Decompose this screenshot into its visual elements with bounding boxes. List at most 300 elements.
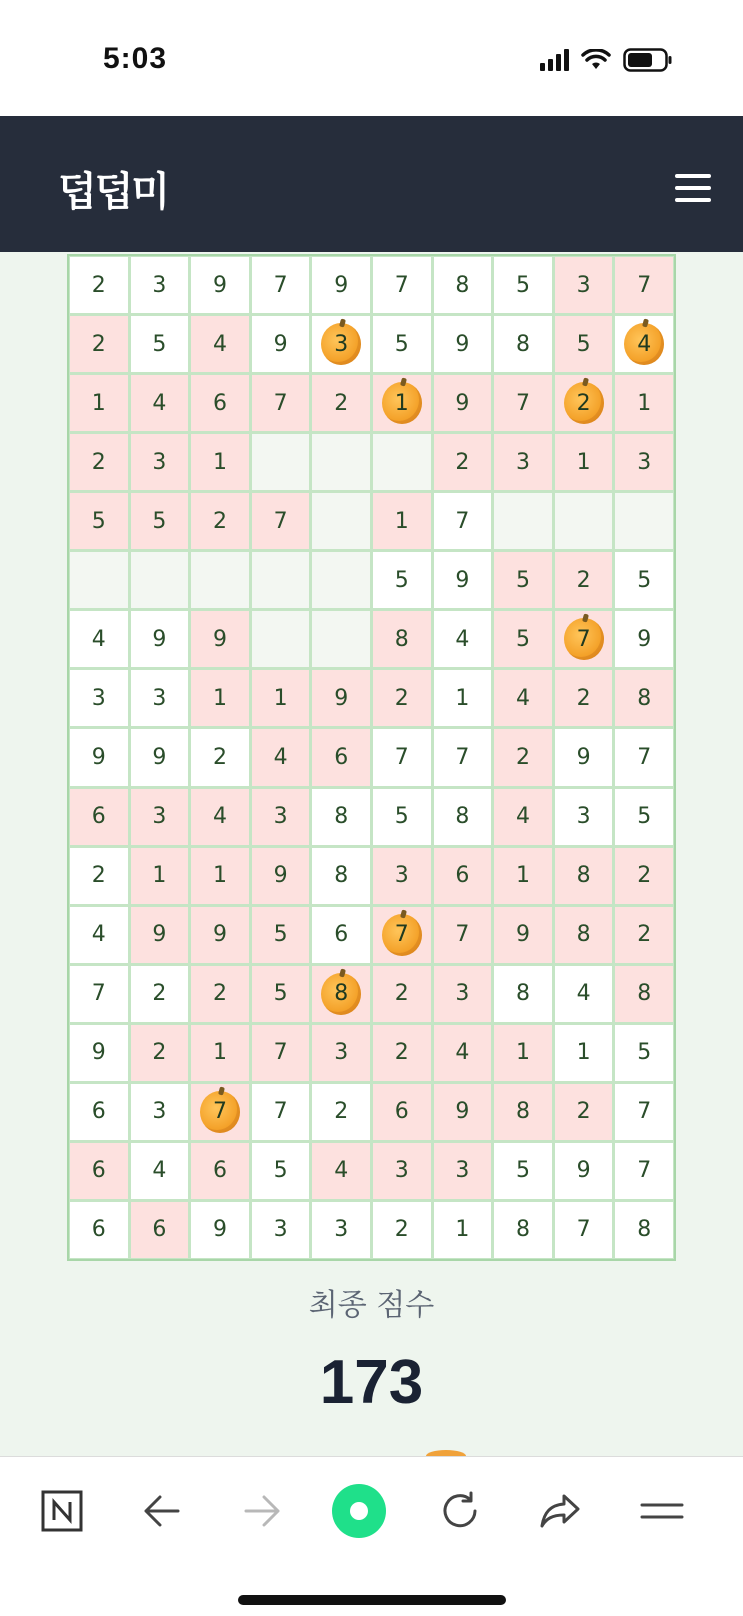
board-cell[interactable]: [615, 1202, 673, 1258]
board-cell[interactable]: [252, 1143, 310, 1199]
cell-value: 4: [212, 331, 227, 357]
cell-value: 3: [455, 981, 470, 1007]
board-cell[interactable]: [555, 493, 613, 549]
cell-value: 3: [515, 449, 530, 475]
back-button[interactable]: [134, 1483, 190, 1539]
board-cell[interactable]: [191, 257, 249, 313]
board-cell[interactable]: [70, 257, 128, 313]
board-cell[interactable]: [191, 670, 249, 726]
board-cell[interactable]: [131, 907, 189, 963]
reload-button[interactable]: [432, 1483, 488, 1539]
cell-value: 6: [91, 1099, 106, 1125]
board-cell[interactable]: [131, 1084, 189, 1140]
board-cell[interactable]: [312, 966, 370, 1022]
cell-value: 9: [515, 922, 530, 948]
board-cell[interactable]: [131, 434, 189, 490]
cell-value: 9: [334, 685, 349, 711]
board-cell[interactable]: [131, 729, 189, 785]
board-cell[interactable]: [373, 375, 431, 431]
cell-value: 7: [273, 1040, 288, 1066]
cell-value: 2: [515, 744, 530, 770]
board-cell[interactable]: [555, 670, 613, 726]
board-cell[interactable]: [555, 316, 613, 372]
board-cell[interactable]: [131, 1025, 189, 1081]
board-cell[interactable]: [615, 316, 673, 372]
board-cell[interactable]: [494, 1084, 552, 1140]
board-cell[interactable]: [131, 789, 189, 845]
board-cell[interactable]: [70, 670, 128, 726]
cell-value: 2: [637, 863, 652, 889]
cell-value: 5: [515, 626, 530, 652]
board-cell[interactable]: [191, 1202, 249, 1258]
board-cell[interactable]: [373, 434, 431, 490]
board-cell[interactable]: [555, 789, 613, 845]
board-cell[interactable]: [555, 907, 613, 963]
apple-icon: [200, 1091, 240, 1133]
board-cell[interactable]: [373, 848, 431, 904]
apple-icon: [564, 618, 604, 660]
cell-value: 2: [394, 1217, 409, 1243]
cell-value: 7: [455, 922, 470, 948]
cell-value: 5: [515, 272, 530, 298]
board-cell[interactable]: [131, 257, 189, 313]
cell-value: 4: [334, 1158, 349, 1184]
board-cell[interactable]: [131, 1143, 189, 1199]
board-cell[interactable]: [70, 907, 128, 963]
board-cell[interactable]: [191, 552, 249, 608]
board-cell[interactable]: [252, 434, 310, 490]
board-cell[interactable]: [191, 789, 249, 845]
board-cell[interactable]: [494, 611, 552, 667]
board-cell[interactable]: [555, 729, 613, 785]
board-cell[interactable]: [615, 907, 673, 963]
cell-value: 1: [455, 1217, 470, 1243]
apple-icon: [321, 323, 361, 365]
board-cell[interactable]: [615, 493, 673, 549]
cell-value: 2: [576, 390, 591, 416]
cell-value: 1: [212, 1040, 227, 1066]
board-cell[interactable]: [70, 789, 128, 845]
cell-value: 2: [394, 981, 409, 1007]
board-cell[interactable]: [252, 966, 310, 1022]
board-cell[interactable]: [70, 1084, 128, 1140]
board-cell[interactable]: [615, 257, 673, 313]
board-cell[interactable]: [373, 493, 431, 549]
board-cell[interactable]: [70, 848, 128, 904]
arrow-right-icon: [242, 1494, 282, 1528]
board-cell[interactable]: [191, 907, 249, 963]
board-cell[interactable]: [434, 848, 492, 904]
board-cell[interactable]: [131, 966, 189, 1022]
cell-value: 9: [273, 863, 288, 889]
cell-value: 2: [394, 1040, 409, 1066]
board-cell[interactable]: [131, 493, 189, 549]
board-cell[interactable]: [312, 670, 370, 726]
cell-value: 9: [212, 1217, 227, 1243]
cell-value: 5: [273, 981, 288, 1007]
board-cell[interactable]: [434, 1025, 492, 1081]
cell-value: 2: [152, 1040, 167, 1066]
board-cell[interactable]: [191, 848, 249, 904]
board-cell[interactable]: [131, 670, 189, 726]
cell-value: 3: [394, 863, 409, 889]
board-cell[interactable]: [494, 257, 552, 313]
board-cell[interactable]: [615, 789, 673, 845]
home-indicator: [238, 1595, 506, 1605]
board-cell[interactable]: [494, 493, 552, 549]
cell-value: 5: [515, 567, 530, 593]
cell-value: 5: [576, 331, 591, 357]
cell-value: 6: [394, 1099, 409, 1125]
cell-value: 5: [152, 508, 167, 534]
board-cell[interactable]: [494, 907, 552, 963]
cell-value: 4: [152, 390, 167, 416]
cell-value: 7: [394, 744, 409, 770]
cell-value: 3: [152, 272, 167, 298]
board-cell[interactable]: [555, 375, 613, 431]
board-cell[interactable]: [373, 1143, 431, 1199]
board-cell[interactable]: [555, 848, 613, 904]
cell-value: 7: [515, 390, 530, 416]
cell-value: 4: [152, 1158, 167, 1184]
board-cell[interactable]: [555, 1025, 613, 1081]
menu-icon[interactable]: [675, 174, 711, 202]
board-cell[interactable]: [615, 434, 673, 490]
board-cell[interactable]: [434, 789, 492, 845]
cell-value: 8: [334, 804, 349, 830]
board-cell[interactable]: [70, 611, 128, 667]
board-cell[interactable]: [373, 907, 431, 963]
board-cell[interactable]: [434, 966, 492, 1022]
board-cell[interactable]: [70, 729, 128, 785]
board-cell[interactable]: [252, 493, 310, 549]
cell-value: 3: [152, 449, 167, 475]
board-cell[interactable]: [131, 611, 189, 667]
board-cell[interactable]: [252, 552, 310, 608]
cell-value: 7: [273, 390, 288, 416]
cell-value: 5: [91, 508, 106, 534]
board-cell[interactable]: [191, 729, 249, 785]
board-cell[interactable]: [252, 907, 310, 963]
board-cell[interactable]: [312, 1084, 370, 1140]
cell-value: 1: [152, 863, 167, 889]
board-cell[interactable]: [434, 907, 492, 963]
battery-icon: [623, 48, 673, 72]
board-cell[interactable]: [555, 257, 613, 313]
status-time: 5:03: [103, 42, 168, 75]
board-cell[interactable]: [373, 966, 431, 1022]
arrow-left-icon: [142, 1494, 182, 1528]
board-cell[interactable]: [615, 1143, 673, 1199]
cell-value: 7: [637, 744, 652, 770]
board-cell[interactable]: [494, 848, 552, 904]
board-cell[interactable]: [615, 729, 673, 785]
cell-value: 2: [91, 863, 106, 889]
cell-value: 3: [576, 272, 591, 298]
cell-value: 1: [515, 863, 530, 889]
board-cell[interactable]: [434, 1202, 492, 1258]
app-logo[interactable]: 덥덥미: [58, 169, 168, 215]
cell-value: 7: [212, 1099, 227, 1125]
board-cell[interactable]: [312, 789, 370, 845]
board-cell[interactable]: [434, 434, 492, 490]
board-cell[interactable]: [131, 316, 189, 372]
cell-value: 7: [455, 744, 470, 770]
cell-value: 2: [212, 981, 227, 1007]
cell-value: 2: [212, 508, 227, 534]
board-cell[interactable]: [131, 1202, 189, 1258]
cell-value: 2: [334, 390, 349, 416]
cell-value: 3: [152, 685, 167, 711]
cell-value: 3: [273, 804, 288, 830]
board-cell[interactable]: [434, 257, 492, 313]
board-cell[interactable]: [191, 1084, 249, 1140]
board-cell[interactable]: [191, 434, 249, 490]
board-cell[interactable]: [555, 1084, 613, 1140]
cell-value: 2: [334, 1099, 349, 1125]
board-cell[interactable]: [131, 375, 189, 431]
share-icon: [538, 1491, 582, 1531]
cell-value: 1: [637, 390, 652, 416]
board-cell[interactable]: [252, 316, 310, 372]
cell-value: 5: [273, 922, 288, 948]
cell-value: 7: [637, 1158, 652, 1184]
board-cell[interactable]: [373, 316, 431, 372]
board-cell[interactable]: [191, 966, 249, 1022]
cell-value: 4: [637, 331, 652, 357]
board-cell[interactable]: [191, 611, 249, 667]
cell-value: 2: [91, 272, 106, 298]
board-cell[interactable]: [312, 1143, 370, 1199]
cell-value: 9: [637, 626, 652, 652]
final-score-value: 173: [319, 1348, 424, 1417]
board-cell[interactable]: [191, 316, 249, 372]
reload-icon: [439, 1490, 481, 1532]
board-cell[interactable]: [70, 966, 128, 1022]
board-cell[interactable]: [494, 1025, 552, 1081]
cell-value: 1: [212, 449, 227, 475]
board-cell[interactable]: [131, 848, 189, 904]
board-cell[interactable]: [373, 1084, 431, 1140]
cell-value: 4: [91, 922, 106, 948]
board-cell[interactable]: [555, 966, 613, 1022]
board-cell[interactable]: [434, 729, 492, 785]
cell-value: 6: [91, 1217, 106, 1243]
board-cell[interactable]: [615, 966, 673, 1022]
board-cell[interactable]: [434, 375, 492, 431]
cell-value: 4: [515, 804, 530, 830]
game-content: [0, 252, 743, 1456]
board-cell[interactable]: [555, 1143, 613, 1199]
board-cell[interactable]: [252, 257, 310, 313]
cell-value: 7: [91, 981, 106, 1007]
board-cell[interactable]: [312, 493, 370, 549]
cell-value: 1: [394, 390, 409, 416]
board-cell[interactable]: [494, 316, 552, 372]
board-cell[interactable]: [312, 1025, 370, 1081]
naver-home-button[interactable]: [34, 1483, 90, 1539]
cell-value: 9: [455, 567, 470, 593]
game-board[interactable]: [67, 254, 676, 1261]
board-cell[interactable]: [494, 966, 552, 1022]
board-cell[interactable]: [70, 1025, 128, 1081]
board-cell[interactable]: [312, 907, 370, 963]
cell-value: 2: [576, 567, 591, 593]
board-cell[interactable]: [70, 1202, 128, 1258]
green-dot-button[interactable]: [331, 1483, 387, 1539]
board-cell[interactable]: [70, 434, 128, 490]
board-cell[interactable]: [312, 729, 370, 785]
cell-value: 8: [334, 981, 349, 1007]
cell-value: 6: [91, 804, 106, 830]
cell-value: 3: [637, 449, 652, 475]
cell-value: 3: [152, 1099, 167, 1125]
cell-value: 4: [455, 626, 470, 652]
cell-value: 8: [576, 922, 591, 948]
board-cell[interactable]: [70, 493, 128, 549]
cell-value: 5: [394, 804, 409, 830]
board-cell[interactable]: [252, 1025, 310, 1081]
board-cell[interactable]: [555, 434, 613, 490]
board-cell[interactable]: [434, 670, 492, 726]
board-cell[interactable]: [555, 611, 613, 667]
board-cell[interactable]: [252, 1084, 310, 1140]
cell-value: 3: [334, 331, 349, 357]
browser-toolbar: [0, 1456, 743, 1616]
forward-button[interactable]: [234, 1483, 290, 1539]
board-cell[interactable]: [615, 611, 673, 667]
board-cell[interactable]: [70, 552, 128, 608]
board-cell[interactable]: [615, 670, 673, 726]
board-cell[interactable]: [434, 316, 492, 372]
cell-value: 1: [455, 685, 470, 711]
board-cell[interactable]: [373, 729, 431, 785]
board-cell[interactable]: [252, 729, 310, 785]
cell-value: 6: [455, 863, 470, 889]
cell-value: 7: [637, 1099, 652, 1125]
board-cell[interactable]: [252, 848, 310, 904]
board-cell[interactable]: [373, 1025, 431, 1081]
cell-value: 7: [394, 922, 409, 948]
board-cell[interactable]: [312, 316, 370, 372]
cell-value: 1: [91, 390, 106, 416]
board-cell[interactable]: [252, 375, 310, 431]
cell-value: 1: [273, 685, 288, 711]
board-cell[interactable]: [494, 552, 552, 608]
cell-value: 8: [637, 981, 652, 1007]
board-cell[interactable]: [615, 1025, 673, 1081]
board-cell[interactable]: [434, 1084, 492, 1140]
cell-value: 5: [273, 1158, 288, 1184]
board-cell[interactable]: [312, 1202, 370, 1258]
board-cell[interactable]: [373, 611, 431, 667]
board-cell[interactable]: [312, 434, 370, 490]
cell-value: 7: [273, 1099, 288, 1125]
board-cell[interactable]: [434, 552, 492, 608]
board-cell[interactable]: [312, 611, 370, 667]
cell-value: 8: [515, 331, 530, 357]
board-cell[interactable]: [615, 848, 673, 904]
board-cell[interactable]: [494, 1202, 552, 1258]
cell-value: 2: [212, 744, 227, 770]
cell-value: 9: [91, 744, 106, 770]
cell-value: 1: [212, 863, 227, 889]
share-button[interactable]: [532, 1483, 588, 1539]
cell-value: 9: [152, 626, 167, 652]
board-cell[interactable]: [434, 493, 492, 549]
board-cell[interactable]: [615, 552, 673, 608]
board-cell[interactable]: [131, 552, 189, 608]
board-cell[interactable]: [191, 1143, 249, 1199]
board-cell[interactable]: [434, 611, 492, 667]
cell-value: 5: [637, 804, 652, 830]
board-cell[interactable]: [252, 789, 310, 845]
board-cell[interactable]: [373, 670, 431, 726]
cell-value: 2: [394, 685, 409, 711]
cell-value: 8: [576, 863, 591, 889]
cell-value: 5: [637, 567, 652, 593]
board-cell[interactable]: [312, 552, 370, 608]
cell-value: 6: [91, 1158, 106, 1184]
board-cell[interactable]: [494, 1143, 552, 1199]
board-cell[interactable]: [191, 1025, 249, 1081]
board-cell[interactable]: [70, 316, 128, 372]
board-cell[interactable]: [494, 434, 552, 490]
board-cell[interactable]: [252, 611, 310, 667]
board-cell[interactable]: [494, 375, 552, 431]
board-cell[interactable]: [494, 729, 552, 785]
cell-value: 4: [91, 626, 106, 652]
cell-value: 3: [91, 685, 106, 711]
board-cell[interactable]: [373, 789, 431, 845]
board-cell[interactable]: [191, 375, 249, 431]
board-cell[interactable]: [252, 670, 310, 726]
apple-icon: [321, 973, 361, 1015]
cell-value: 8: [515, 1217, 530, 1243]
board-cell[interactable]: [373, 1202, 431, 1258]
cell-value: 3: [334, 1040, 349, 1066]
cell-value: 2: [91, 449, 106, 475]
cell-value: 9: [212, 922, 227, 948]
signal-icon: [540, 49, 569, 71]
board-cell[interactable]: [434, 1143, 492, 1199]
cell-value: 7: [455, 508, 470, 534]
board-cell[interactable]: [615, 1084, 673, 1140]
cell-value: 4: [576, 981, 591, 1007]
board-cell[interactable]: [555, 552, 613, 608]
cell-value: 4: [273, 744, 288, 770]
cell-value: 7: [273, 272, 288, 298]
board-cell[interactable]: [494, 789, 552, 845]
board-cell[interactable]: [373, 257, 431, 313]
board-cell[interactable]: [494, 670, 552, 726]
cell-value: 1: [515, 1040, 530, 1066]
board-cell[interactable]: [615, 375, 673, 431]
board-cell[interactable]: [312, 375, 370, 431]
board-cell[interactable]: [555, 1202, 613, 1258]
board-cell[interactable]: [312, 257, 370, 313]
menu-button[interactable]: [634, 1483, 690, 1539]
cell-value: 6: [334, 744, 349, 770]
board-cell[interactable]: [312, 848, 370, 904]
board-cell[interactable]: [373, 552, 431, 608]
board-cell[interactable]: [191, 493, 249, 549]
cell-value: 9: [91, 1040, 106, 1066]
board-cell[interactable]: [70, 375, 128, 431]
cell-value: 5: [394, 331, 409, 357]
board-cell[interactable]: [70, 1143, 128, 1199]
board-cell[interactable]: [252, 1202, 310, 1258]
